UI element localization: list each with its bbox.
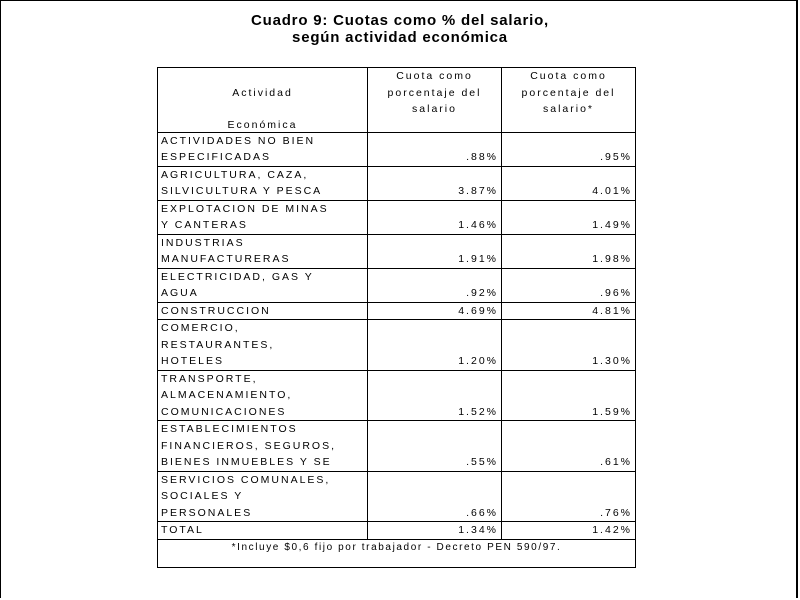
activity-label-line: SERVICIOS COMUNALES, (161, 473, 331, 486)
quota-value (368, 421, 502, 472)
table-row (158, 471, 636, 522)
activity-cell (158, 421, 368, 472)
quota-star-value-text: .76% (600, 506, 632, 519)
activity-label-line: TRANSPORTE, (161, 372, 258, 385)
quota-value (368, 268, 502, 302)
quota-value-text: 1.34% (458, 524, 498, 536)
quota-value-text: 1.46% (458, 219, 498, 231)
table-row (158, 268, 636, 302)
activity-label-line: SOCIALES Y (161, 490, 244, 502)
table-row (158, 421, 636, 472)
activity-cell (158, 370, 368, 421)
quota-star-value (502, 522, 636, 540)
activity-label-line: COMERCIO, (161, 322, 240, 334)
header-quota-star (502, 68, 636, 133)
quota-value (368, 234, 502, 268)
quota-star-value (502, 268, 636, 302)
activity-cell (158, 522, 368, 540)
table-row (158, 370, 636, 421)
activity-cell (158, 302, 368, 320)
quota-table (157, 67, 636, 568)
activity-cell (158, 471, 368, 522)
table-row (158, 166, 636, 200)
activity-label-line: FINANCIEROS, SEGUROS, (161, 439, 337, 452)
quota-star-value-text: 1.59% (592, 405, 632, 418)
quota-star-value (502, 320, 636, 371)
quota-star-value-text: 1.98% (592, 253, 632, 265)
activity-label-line: ALMACENAMIENTO, (161, 389, 293, 401)
activity-label-line: BIENES INMUEBLES Y SE (161, 456, 332, 468)
activity-label-line: COMUNICACIONES (161, 405, 287, 418)
table-row (158, 522, 636, 540)
activity-label-line: SILVICULTURA Y PESCA (161, 185, 323, 197)
title-line-2: según actividad económica (292, 29, 508, 46)
quota-value-text: .88% (466, 151, 498, 163)
activity-label-line: Y CANTERAS (161, 219, 248, 231)
quota-value (368, 302, 502, 320)
activity-cell (158, 200, 368, 234)
quota-star-value (502, 471, 636, 522)
quota-star-value (502, 166, 636, 200)
header-quota-star-line3: salario* (542, 103, 595, 115)
quota-value-text: .92% (466, 287, 498, 299)
activity-label-line: ELECTRICIDAD, GAS Y (161, 270, 314, 283)
footnote: *Incluye $0,6 fijo por trabajador - Decreto PEN 590/97. (158, 539, 636, 567)
activity-cell (158, 268, 368, 302)
activity-label-line: MANUFACTURERAS (161, 253, 291, 265)
activity-label-line: AGUA (161, 287, 199, 299)
title-line-1: Cuadro 9: Cuotas como % del salario, (250, 12, 550, 29)
quota-value-text: 4.69% (458, 304, 498, 317)
footnote-row (158, 539, 636, 567)
activity-label-line: PERSONALES (161, 506, 253, 519)
quota-star-value (502, 421, 636, 472)
header-quota-line2: porcentaje del (387, 86, 482, 99)
quota-star-value-text: .95% (600, 151, 632, 163)
table-row (158, 234, 636, 268)
activity-label-line: AGRICULTURA, CAZA, (161, 168, 309, 181)
activity-cell (158, 166, 368, 200)
quota-star-value-text: 4.01% (592, 185, 632, 197)
quota-value (368, 522, 502, 540)
quota-star-value-text: 1.42% (592, 524, 632, 536)
quota-star-value-text: 1.30% (592, 355, 632, 367)
activity-cell (158, 320, 368, 371)
quota-star-value (502, 200, 636, 234)
header-quota-line1: Cuota como (396, 70, 473, 82)
table-row (158, 200, 636, 234)
quota-value (368, 471, 502, 522)
quota-value (368, 320, 502, 371)
activity-label-line: TOTAL (161, 524, 204, 536)
header-quota-star-line2: porcentaje del (521, 86, 616, 99)
quota-value-text: .55% (466, 456, 498, 468)
quota-value (368, 132, 502, 166)
table-row (158, 132, 636, 166)
quota-star-value-text: 1.49% (592, 219, 632, 231)
activity-cell (158, 132, 368, 166)
table-title (160, 12, 640, 46)
quota-star-value (502, 370, 636, 421)
quota-value (368, 370, 502, 421)
table-header-row (158, 68, 636, 133)
quota-star-value-text: 4.81% (592, 304, 632, 317)
quota-star-value-text: .61% (600, 456, 632, 468)
activity-label-line: RESTAURANTES, (161, 338, 275, 351)
header-quota-star-line1: Cuota como (530, 70, 607, 82)
quota-star-value (502, 302, 636, 320)
table-row (158, 320, 636, 371)
header-activity-line1: Actividad (232, 86, 293, 99)
table-row (158, 302, 636, 320)
quota-value-text: .66% (466, 506, 498, 519)
quota-value (368, 166, 502, 200)
quota-star-value (502, 234, 636, 268)
activity-label-line: ACTIVIDADES NO BIEN (161, 134, 316, 147)
quota-value (368, 200, 502, 234)
quota-star-value (502, 132, 636, 166)
header-activity (158, 68, 368, 133)
quota-star-value-text: .96% (600, 287, 632, 299)
quota-value-text: 1.52% (458, 405, 498, 418)
header-activity-line2: Económica (227, 118, 298, 131)
activity-label-line: CONSTRUCCION (161, 304, 271, 317)
header-quota-line3: salario (412, 103, 457, 115)
quota-value-text: 1.91% (458, 253, 498, 265)
activity-cell (158, 234, 368, 268)
header-quota (368, 68, 502, 133)
quota-value-text: 1.20% (458, 355, 498, 367)
activity-label-line: ESPECIFICADAS (161, 151, 272, 163)
activity-label-line: EXPLOTACION DE MINAS (161, 202, 329, 215)
quota-value-text: 3.87% (458, 185, 498, 197)
activity-label-line: HOTELES (161, 355, 225, 367)
activity-label-line: INDUSTRIAS (161, 236, 245, 249)
activity-label-line: ESTABLECIMIENTOS (161, 423, 298, 435)
